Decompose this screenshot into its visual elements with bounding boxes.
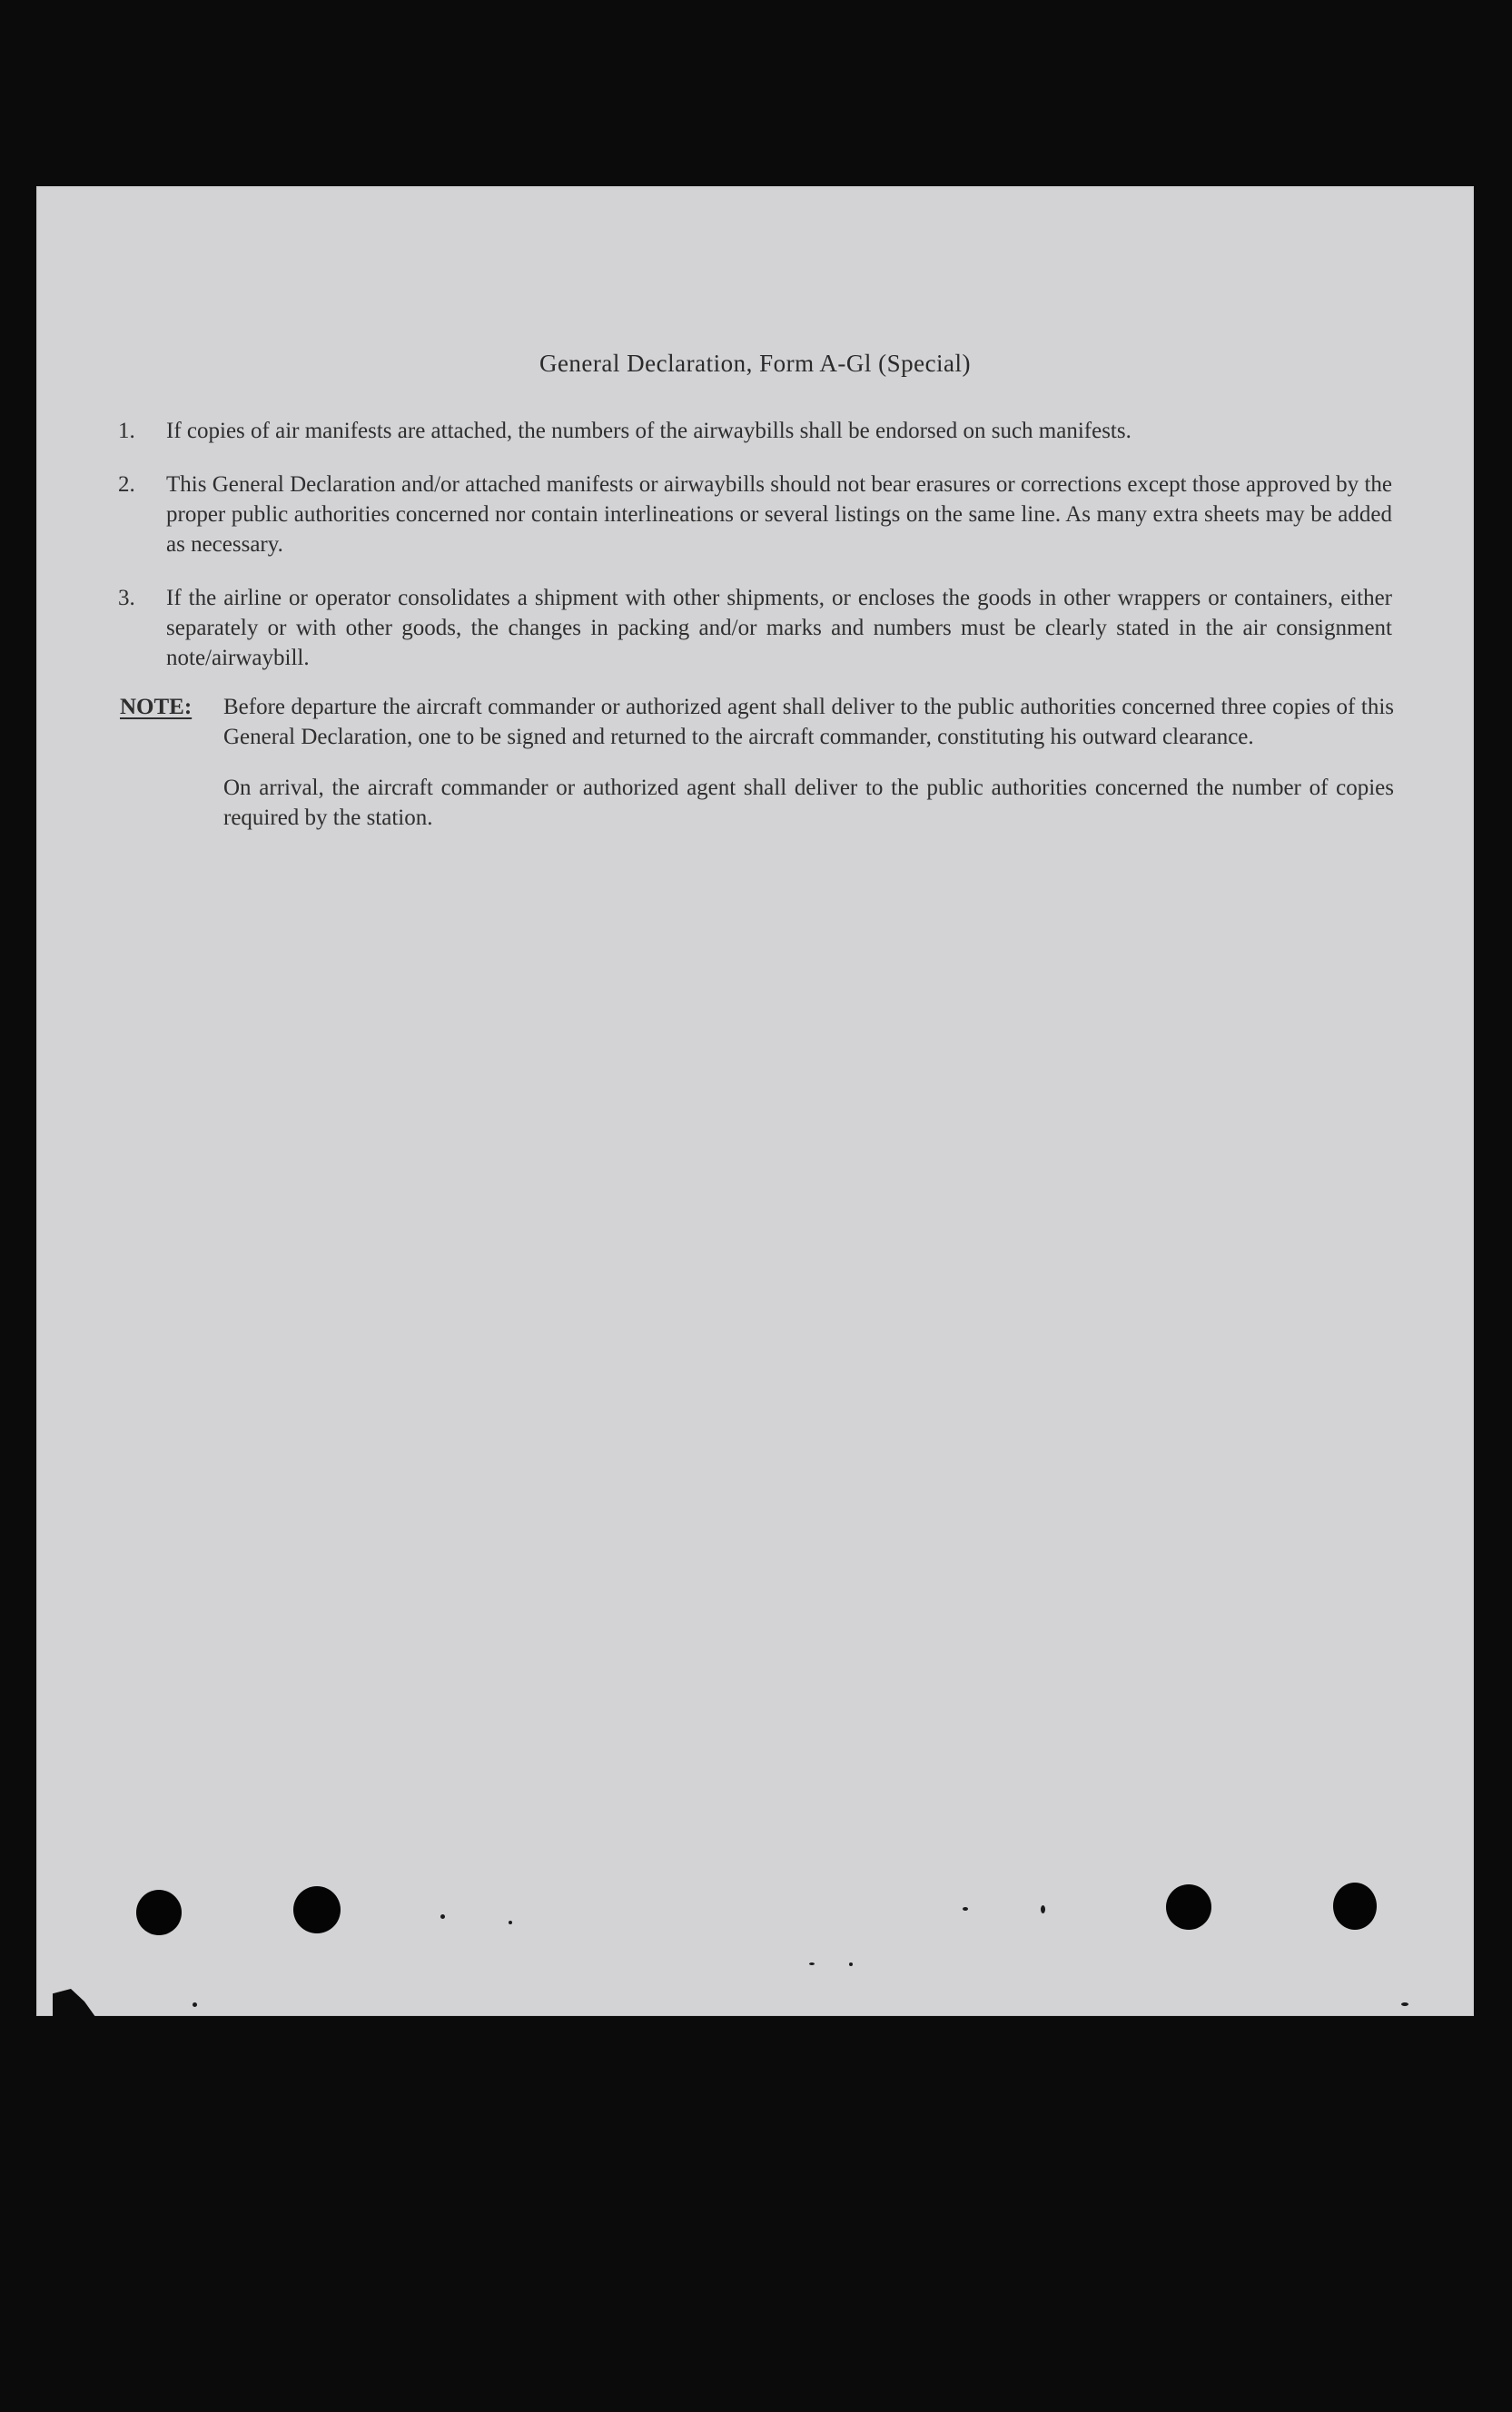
item-text: If the airline or operator consolidates a shipment with other shipments, or encloses the goods in other wrappers or containers, either separately or with other goods, the changes in packing and/or marks and numbers must be clearly stated in the air consignment note/airwaybill. [166, 586, 1392, 670]
speck [1401, 2002, 1408, 2006]
note-section [120, 692, 1394, 833]
speck [193, 2002, 197, 2007]
note-paragraph-1: Before departure the aircraft commander or authorized agent shall deliver to the public authorities concerned three copies of this General Declaration, one to be signed and returned to the aircraft commander, constituting his outward clearance. [223, 695, 1394, 749]
speck [509, 1921, 512, 1924]
punch-hole-left-2 [293, 1886, 341, 1933]
item-text: This General Declaration and/or attached manifests or airwaybills should not bear erasures or corrections except those approved by the proper public authorities concerned nor contain interlineations or several listings on the same line. As many extra sheets may be added as necessary. [166, 472, 1392, 557]
document-page [36, 186, 1474, 2016]
punch-hole-left-1 [136, 1890, 182, 1935]
instruction-item-3 [118, 583, 1392, 673]
speck [963, 1907, 968, 1911]
item-number: 2. [118, 472, 135, 497]
punch-hole-right-2 [1333, 1883, 1377, 1930]
item-number: 1. [118, 419, 135, 443]
speck [1041, 1905, 1045, 1913]
speck [849, 1962, 853, 1966]
note-paragraph-2: On arrival, the aircraft commander or authorized agent shall deliver to the public authorities concerned the number of copies required by the station. [223, 776, 1394, 830]
instruction-item-2 [118, 470, 1392, 559]
item-text: If copies of air manifests are attached, the numbers of the airwaybills shall be endorsed on such manifests. [166, 419, 1132, 443]
speck [809, 1962, 815, 1965]
item-number: 3. [118, 586, 135, 610]
document-title: General Declaration, Form A-Gl (Special) [539, 350, 972, 377]
instruction-item-1 [118, 416, 1392, 446]
note-label: NOTE: [120, 695, 193, 719]
speck [440, 1914, 445, 1919]
punch-hole-right-1 [1166, 1884, 1211, 1930]
